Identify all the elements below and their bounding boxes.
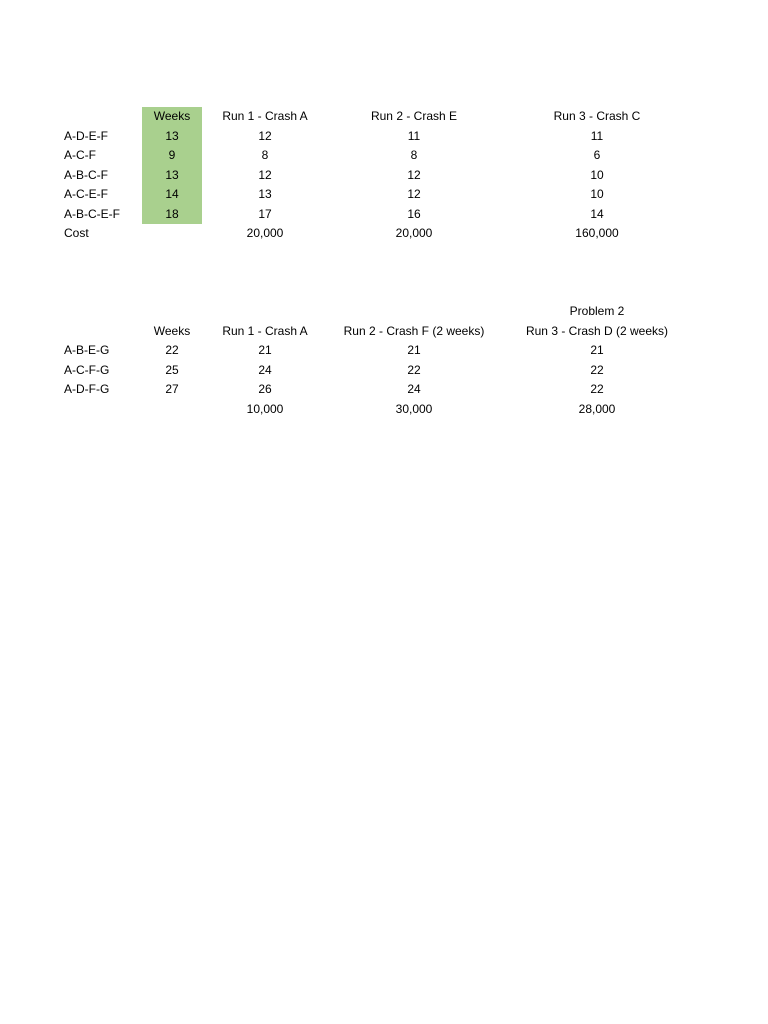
table-row	[58, 361, 694, 381]
run1-cell[interactable]: 13	[258, 187, 272, 201]
header-cell-run1[interactable]: Run 1 - Crash A	[222, 109, 308, 123]
empty-cell[interactable]	[58, 302, 142, 322]
cost-weeks-cell[interactable]	[142, 400, 202, 420]
weeks-cell[interactable]: 14	[142, 185, 202, 205]
run1-cell[interactable]: 26	[258, 382, 272, 396]
run2-cell[interactable]: 12	[407, 167, 421, 182]
weeks-cell[interactable]: 18	[142, 205, 202, 225]
crash-table-2	[58, 302, 694, 419]
empty-cell[interactable]	[142, 302, 202, 322]
run1-cell[interactable]: 24	[258, 362, 272, 377]
path-cell[interactable]: A-C-F-G	[64, 362, 110, 377]
table-row	[58, 341, 694, 361]
run1-cell[interactable]: 17	[258, 206, 272, 221]
table-row	[58, 127, 694, 147]
header-cell-run2[interactable]: Run 2 - Crash E	[370, 109, 458, 123]
run3-cell[interactable]: 21	[590, 343, 604, 357]
header-row	[58, 322, 694, 342]
header-cell-empty[interactable]	[58, 107, 142, 127]
run2-cell[interactable]: 11	[407, 128, 421, 143]
cost-label-cell[interactable]: Cost	[64, 226, 89, 240]
path-cell[interactable]: A-D-F-G	[64, 382, 110, 396]
cost-run1-cell[interactable]: 20,000	[246, 226, 284, 240]
run3-cell[interactable]: 10	[590, 167, 604, 182]
weeks-cell[interactable]: 13	[142, 127, 202, 147]
table-row	[58, 166, 694, 186]
header-cell-weeks[interactable]: Weeks	[153, 323, 191, 338]
run3-cell[interactable]: 14	[590, 206, 604, 221]
weeks-cell[interactable]: 25	[165, 362, 179, 377]
problem-title-cell[interactable]: Problem 2	[569, 304, 625, 318]
path-cell[interactable]: A-B-C-E-F	[64, 206, 120, 221]
run2-cell[interactable]: 16	[407, 206, 421, 221]
run3-cell[interactable]: 22	[590, 362, 604, 377]
weeks-cell[interactable]: 27	[165, 382, 179, 396]
run2-cell[interactable]: 12	[407, 187, 421, 201]
header-cell-run1[interactable]: Run 1 - Crash A	[222, 323, 308, 338]
path-cell[interactable]: A-C-F	[64, 148, 96, 162]
run1-cell[interactable]: 21	[258, 343, 272, 357]
table-row	[58, 146, 694, 166]
run2-cell[interactable]: 8	[410, 148, 418, 162]
cost-row	[58, 224, 694, 244]
header-cell-run2[interactable]: Run 2 - Crash F (2 weeks)	[343, 323, 485, 338]
crash-table-1	[58, 107, 694, 244]
empty-cell[interactable]	[328, 302, 500, 322]
cost-run3-cell[interactable]: 28,000	[578, 401, 616, 416]
cost-run3-cell[interactable]: 160,000	[575, 226, 619, 240]
path-cell[interactable]: A-B-C-F	[64, 167, 108, 182]
path-cell[interactable]: A-C-E-F	[64, 187, 108, 201]
run1-cell[interactable]: 8	[261, 148, 269, 162]
run3-cell[interactable]: 22	[590, 382, 604, 396]
header-cell-run3[interactable]: Run 3 - Crash C	[553, 109, 641, 123]
path-cell[interactable]: A-D-E-F	[64, 128, 108, 143]
header-cell-empty[interactable]	[58, 322, 142, 342]
weeks-cell[interactable]: 9	[142, 146, 202, 166]
run3-cell[interactable]: 6	[593, 148, 601, 162]
run3-cell[interactable]: 10	[590, 187, 604, 201]
cost-weeks-cell[interactable]	[142, 224, 202, 244]
title-row	[58, 302, 694, 322]
empty-cell[interactable]	[202, 302, 328, 322]
cost-run1-cell[interactable]: 10,000	[246, 401, 284, 416]
run2-cell[interactable]: 22	[407, 362, 421, 377]
cost-run2-cell[interactable]: 20,000	[395, 226, 433, 240]
cost-label-cell[interactable]	[58, 400, 142, 420]
run3-cell[interactable]: 11	[590, 128, 604, 143]
cost-run2-cell[interactable]: 30,000	[395, 401, 433, 416]
header-cell-weeks[interactable]: Weeks	[142, 107, 202, 127]
run1-cell[interactable]: 12	[258, 128, 272, 143]
header-cell-run3[interactable]: Run 3 - Crash D (2 weeks)	[525, 323, 669, 338]
run2-cell[interactable]: 24	[407, 382, 421, 396]
header-row	[58, 107, 694, 127]
run2-cell[interactable]: 21	[407, 343, 421, 357]
table-row	[58, 380, 694, 400]
weeks-cell[interactable]: 13	[142, 166, 202, 186]
path-cell[interactable]: A-B-E-G	[64, 343, 110, 357]
weeks-cell[interactable]: 22	[165, 343, 179, 357]
table-row	[58, 205, 694, 225]
cost-row	[58, 400, 694, 420]
table-row	[58, 185, 694, 205]
run1-cell[interactable]: 12	[258, 167, 272, 182]
